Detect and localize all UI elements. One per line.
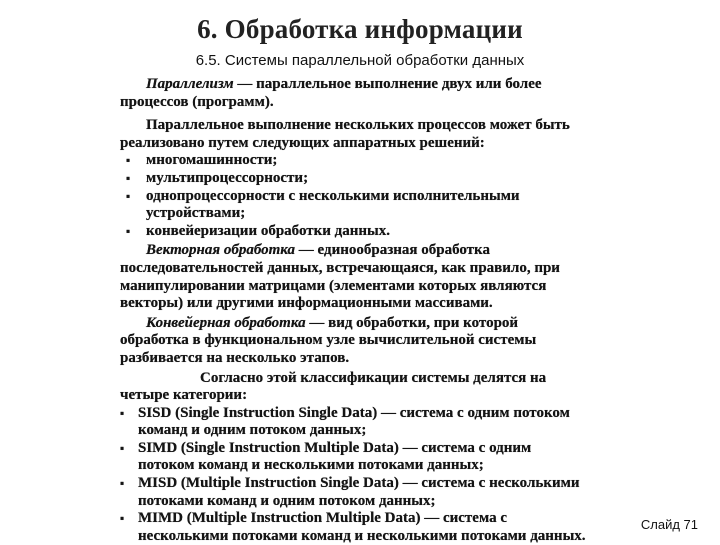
vector-paragraph: [120, 242, 590, 312]
list-item: ▪ конвейеризации обработки данных.: [120, 223, 590, 241]
pipeline-paragraph: [120, 315, 590, 368]
list-item: ▪ MISD (Multiple Instruction Single Data) — система с несколькими потоками команд и одним потоком данных;: [120, 475, 590, 510]
pipeline-definition: — вид обработки, при которой обработка в функциональном узле вычислительной системы разбивается на несколько этапов.: [120, 314, 537, 366]
category-list: [120, 405, 590, 545]
slide-title: 6. Обработка информации: [197, 14, 523, 44]
hardware-intro: Параллельное выполнение нескольких процессов может быть реализовано путем следующих аппаратных решений:: [120, 117, 570, 151]
list-item: ▪ SIMD (Single Instruction Multiple Data) — система с одним потоком команд и несколькими потоками данных;: [120, 440, 590, 475]
slide-subtitle: 6.5. Системы параллельной обработки данных: [195, 52, 525, 69]
list-item: ▪ однопроцессорности с несколькими исполнительными устройствами;: [120, 188, 590, 223]
list-item: ▪ SISD (Single Instruction Single Data) — система с одним потоком команд и одним потоком данных;: [120, 405, 590, 440]
list-item: ▪ мультипроцессорности;: [120, 170, 590, 188]
list-item: ▪ многомашинности;: [120, 152, 590, 170]
vector-term: Векторная обработка: [146, 242, 296, 259]
list-item: ▪ MIMD (Multiple Instruction Multiple Data) — система с несколькими потоками команд и несколькими потоками данных.: [120, 510, 590, 545]
parallelism-term: Параллелизм: [146, 76, 234, 92]
hardware-list: [120, 152, 590, 240]
scanned-page: [120, 76, 590, 544]
classification-intro: Согласно этой классификации системы делятся на четыре категории:: [120, 369, 547, 404]
vector-definition: — единообразная обработка последовательностей данных, встречающаяся, как правило, при манипулировании матрицами (элементами которых являются векторы) или другими информационными массивами.: [120, 242, 560, 312]
parallelism-paragraph: [120, 76, 590, 111]
pipeline-term: Конвейерная обработка: [146, 314, 306, 331]
slide-number: Слайд 71: [640, 517, 698, 532]
parallelism-definition: — параллельное выполнение двух или более процессов (программ).: [120, 76, 542, 110]
